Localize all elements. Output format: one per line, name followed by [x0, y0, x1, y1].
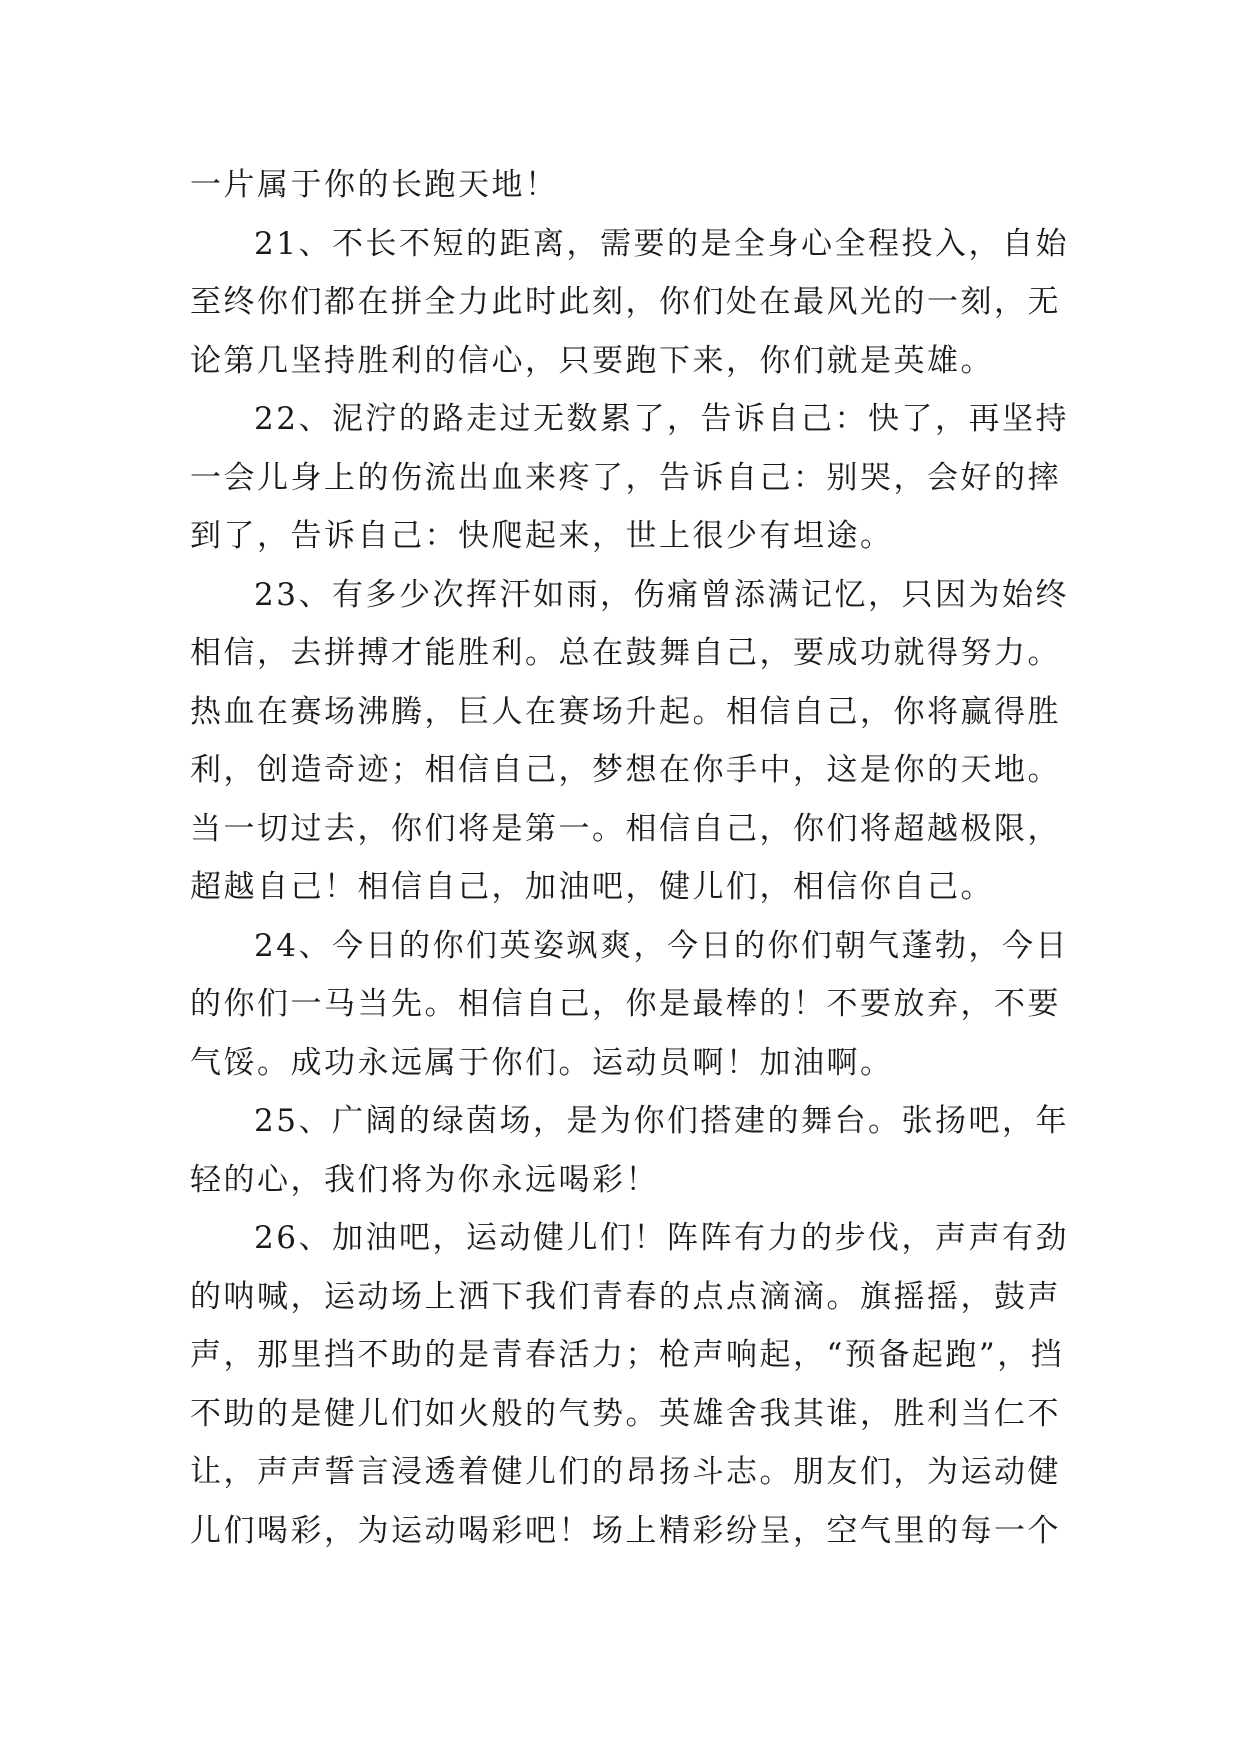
body-text	[190, 156, 1070, 1560]
text-line: 轻的心，我们将为你永远喝彩！	[190, 1161, 659, 1198]
text-line: 23、有多少次挥汗如雨，伤痛曾添满记忆，只因为始终	[254, 576, 1069, 613]
text-line: 到了，告诉自己：快爬起来，世上很少有坦途。	[190, 518, 894, 554]
text-line: 声，那里挡不助的是青春活力；枪声响起，“预备起跑”，挡	[190, 1337, 1065, 1373]
text-line: 至终你们都在拼全力此时此刻，你们处在最风光的一刻，无	[190, 284, 1061, 320]
text-line: 让，声声誓言浸透着健儿们的昂扬斗志。朋友们，为运动健	[190, 1454, 1061, 1490]
text-line: 相信，去拼搏才能胜利。总在鼓舞自己，要成功就得努力。	[190, 635, 1061, 671]
text-line: 21、不长不短的距离，需要的是全身心全程投入，自始	[254, 225, 1069, 262]
text-line: 26、加油吧，运动健儿们！阵阵有力的步伐，声声有劲	[254, 1220, 1069, 1256]
text-line: 论第几坚持胜利的信心，只要跑下来，你们就是英雄。	[190, 342, 994, 379]
text-line: 一会儿身上的伤流出血来疼了，告诉自己：别哭，会好的摔	[190, 459, 1061, 496]
text-line: 22、泥泞的路走过无数累了，告诉自己：快了，再坚持	[254, 401, 1069, 437]
text-line: 利，创造奇迹；相信自己，梦想在你手中，这是你的天地。	[190, 752, 1061, 788]
text-line: 热血在赛场沸腾，巨人在赛场升起。相信自己，你将赢得胜	[190, 693, 1061, 730]
text-line: 当一切过去，你们将是第一。相信自己，你们将超越极限，	[190, 810, 1061, 847]
text-line: 儿们喝彩，为运动喝彩吧！场上精彩纷呈，空气里的每一个	[190, 1512, 1061, 1549]
text-line: 超越自己！相信自己，加油吧，健儿们，相信你自己。	[190, 869, 994, 905]
text-line: 一片属于你的长跑天地！	[190, 167, 559, 203]
text-line: 24、今日的你们英姿飒爽，今日的你们朝气蓬勃，今日	[254, 927, 1069, 964]
text-line: 的你们一马当先。相信自己，你是最棒的！不要放弃，不要	[190, 986, 1061, 1022]
text-line: 25、广阔的绿茵场，是为你们搭建的舞台。张扬吧，年	[254, 1103, 1069, 1139]
text-line: 不助的是健儿们如火般的气势。英雄舍我其谁，胜利当仁不	[190, 1395, 1061, 1432]
text-line: 气馁。成功永远属于你们。运动员啊！加油啊。	[190, 1044, 894, 1081]
text-line: 的呐喊，运动场上洒下我们青春的点点滴滴。旗摇摇，鼓声	[190, 1278, 1061, 1315]
